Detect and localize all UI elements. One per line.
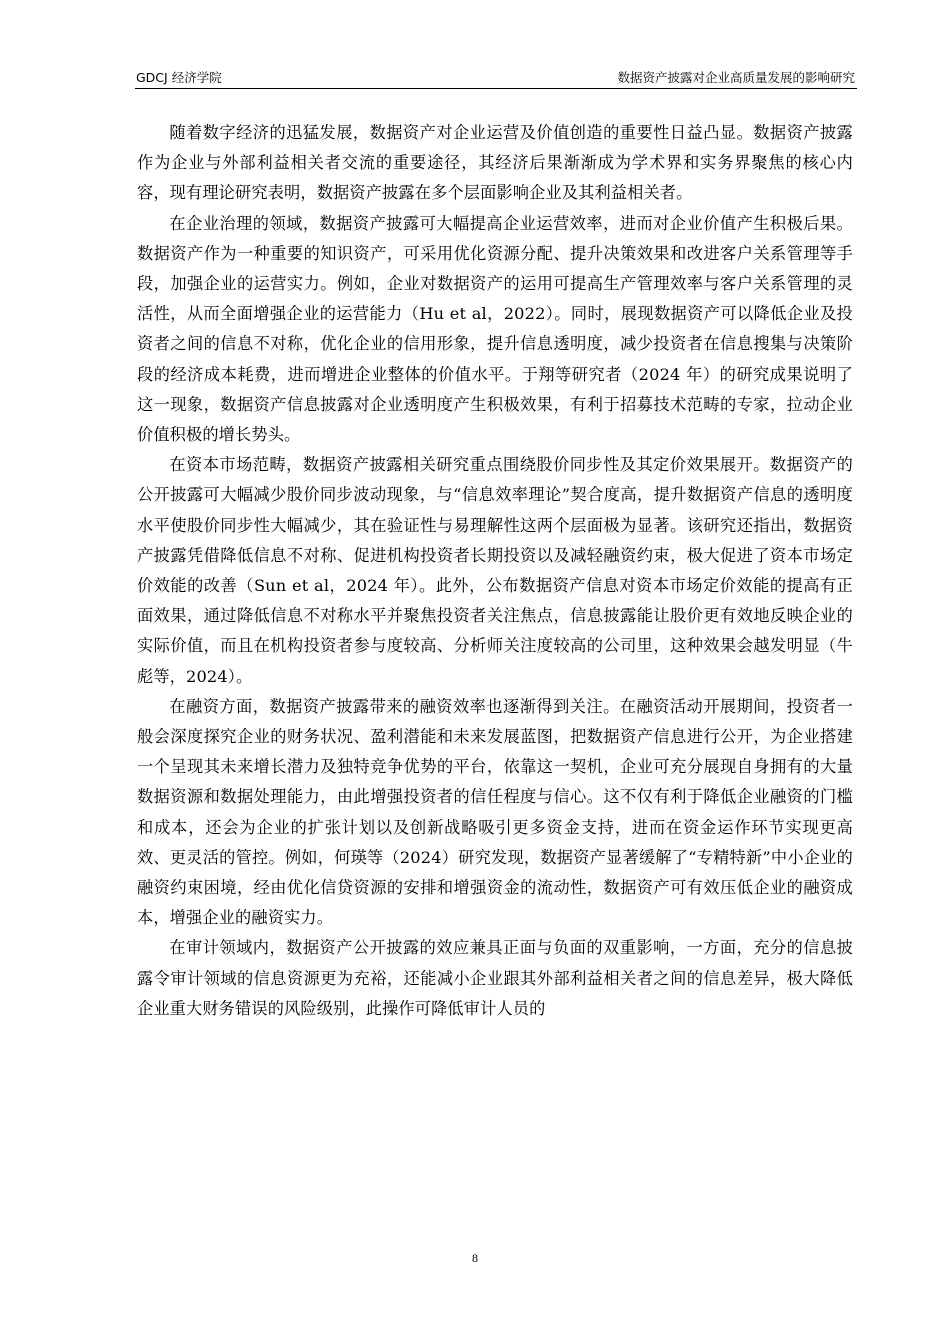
paragraph-governance: 在企业治理的领域，数据资产披露可大幅提高企业运营效率，进而对企业价值产生积极后果。数据资产作为一种重要的知识资产，可采用优化资源分配、提升决策效果和改进客户关系管理等手段，加强企业的运营实力。例如，企业对数据资产的运用可提高生产管理效率与客户关系管理的灵活性，从而全面增强企业的运营能力（Hu et al，2022）。同时，展现数据资产可以降低企业及投资者之间的信息不对称，优化企业的信用形象，提升信息透明度，减少投资者在信息搜集与决策阶段的经济成本耗费，进而增进企业整体的价值水平。于翔等研究者（2024 年）的研究成果说明了这一现象，数据资产信息披露对企业透明度产生积极效果，有利于招募技术范畴的专家，拉动企业价值积极的增长势头。 — [137, 213, 853, 445]
page-header — [135, 70, 857, 89]
header-left-text: GDCJ 经济学院 — [136, 70, 222, 85]
paragraph-financing: 在融资方面，数据资产披露带来的融资效率也逐渐得到关注。在融资活动开展期间，投资者一般会深度探究企业的财务状况、盈利潜能和未来发展蓝图，把数据资产信息进行公开，为企业搭建一个呈现其未来增长潜力及独特竞争优势的平台，依靠这一契机，企业可充分展现自身拥有的大量数据资源和数据处理能力，由此增强投资者的信任程度与信心。这不仅有利于降低企业融资的门槛和成本，还会为企业的扩张计划以及创新战略吸引更多资金支持，进而在资金运作环节实现更高效、更灵活的管控。例如，何瑛等（2024）研究发现，数据资产显著缓解了“专精特新”中小企业的融资约束困境，经由优化信贷资源的安排和增强资金的流动性，数据资产可有效压低企业的融资成本，增强企业的融资实力。 — [137, 696, 853, 928]
paragraph-intro: 随着数字经济的迅猛发展，数据资产对企业运营及价值创造的重要性日益凸显。数据资产披露作为企业与外部利益相关者交流的重要途径，其经济后果渐渐成为学术界和实务界聚焦的核心内容，现有理论研究表明，数据资产披露在多个层面影响企业及其利益相关者。 — [137, 123, 853, 203]
page-number: 8 — [472, 1251, 478, 1265]
paragraph-audit: 在审计领域内，数据资产公开披露的效应兼具正面与负面的双重影响，一方面，充分的信息披露令审计领域的信息资源更为充裕，还能减小企业跟其外部利益相关者之间的信息差异，极大降低企业重大财务错误的风险级别，此操作可降低审计人员的 — [137, 938, 853, 1018]
paragraph-capital-market: 在资本市场范畴，数据资产披露相关研究重点围绕股价同步性及其定价效果展开。数据资产的公开披露可大幅减少股价同步波动现象，与“信息效率理论”契合度高，提升数据资产信息的透明度水平使股价同步性大幅减少，其在验证性与易理解性这两个层面极为显著。该研究还指出，数据资产披露凭借降低信息不对称、促进机构投资者长期投资以及减轻融资约束，极大促进了资本市场定价效能的改善（Sun et al，2024 年）。此外，公布数据资产信息对资本市场定价效能的提高有正面效果，通过降低信息不对称水平并聚焦投资者关注焦点，信息披露能让股价更有效地反映企业的实际价值，而且在机构投资者参与度较高、分析师关注度较高的公司里，这种效果会越发明显（牛彪等，2024）。 — [137, 455, 853, 686]
header-right-title: 数据资产披露对企业高质量发展的影响研究 — [617, 70, 855, 85]
body-text — [137, 118, 853, 1024]
